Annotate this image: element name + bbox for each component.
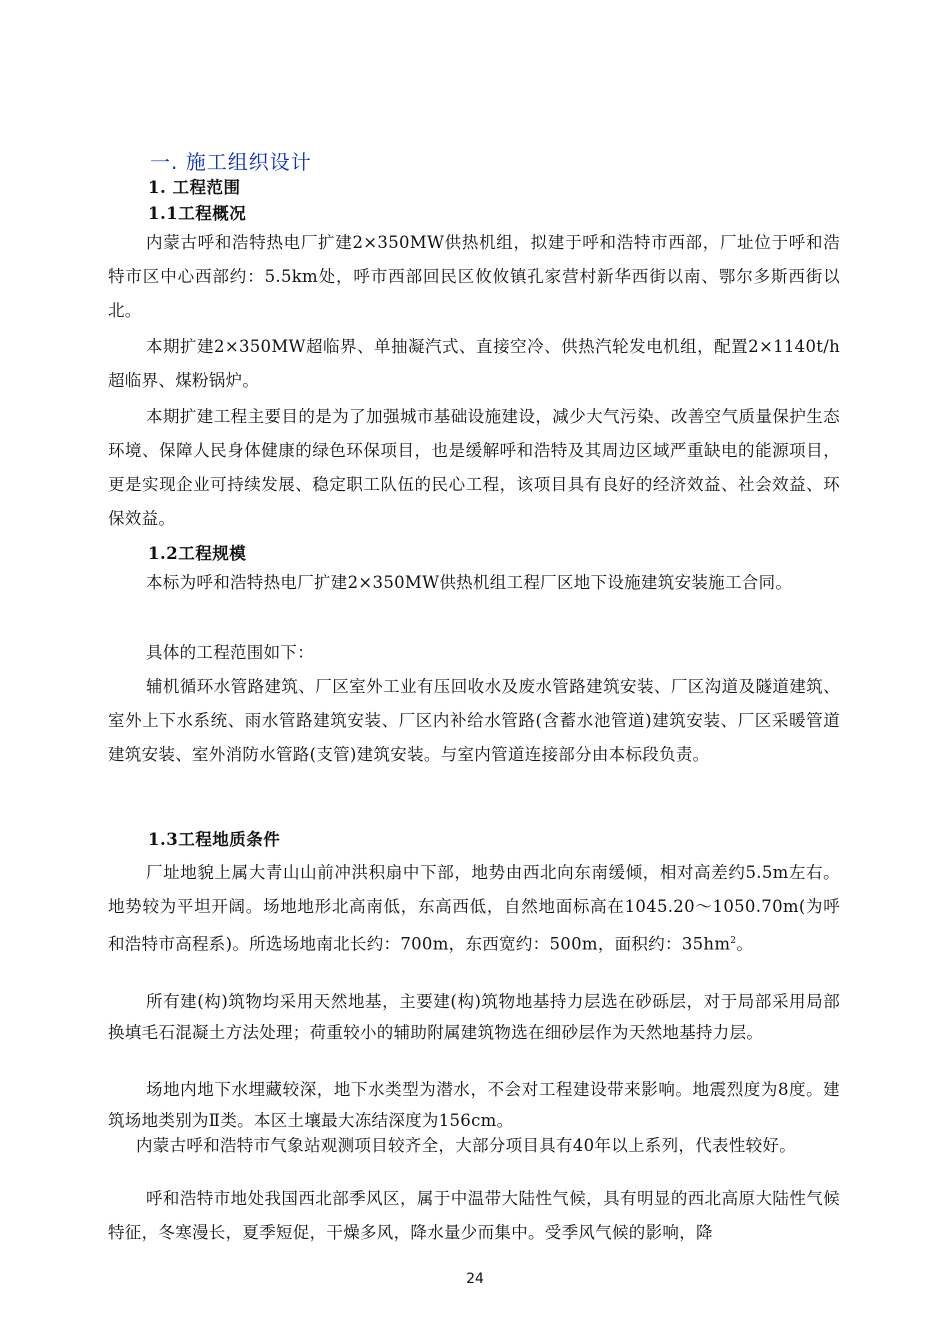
paragraph-scale-contract: 本标为呼和浩特热电厂扩建2×350MW供热机组工程厂区地下设施建筑安装施工合同。: [146, 573, 793, 592]
paragraph-overview-purpose: 本期扩建工程主要目的是为了加强城市基础设施建设，减少大气污染、改善空气质量保护生态环境、保障人民身体健康的绿色环保项目，也是缓解呼和浩特及其周边区域严重缺电的能源项目，更是实现企业可持续发展、稳定职工队伍的民心工程，该项目具有良好的经济效益、社会效益、环保效益。: [108, 407, 840, 528]
heading-engineering-scope: 1. 工程范围: [148, 178, 241, 197]
paragraph-scale-items: 辅机循环水管路建筑、厂区室外工业有压回收水及废水管路建筑安装、厂区沟道及隧道建筑、室外上下水系统、雨水管路建筑安装、厂区内补给水管路(含蓄水池管道)建筑安装、厂区采暖管道建筑安装、室外消防水管路(支管)建筑安装。与室内管道连接部分由本标段负责。: [108, 677, 840, 764]
paragraph-overview-units: 本期扩建2×350MW超临界、单抽凝汽式、直接空冷、供热汽轮发电机组，配置2×1140t/h超临界、煤粉锅炉。: [108, 337, 840, 390]
paragraph-geology-foundation: 所有建(构)筑物均采用天然地基，主要建(构)筑物地基持力层选在砂砾层，对于局部采用局部换填毛石混凝土方法处理；荷重较小的辅助附属建筑物选在细砂层作为天然地基持力层。: [108, 992, 840, 1042]
paragraph-geology-terrain: 厂址地貌上属大青山山前冲洪积扇中下部，地势由西北向东南缓倾，相对高差约5.5m左右。地势较为平坦开阔。场地地形北高南低，东高西低，自然地面标高在1045.20～1050.70m(为呼和浩特市高程系)。所选场地南北长约：700m，东西宽约：500m，面积约：$35hm^2$。: [108, 863, 840, 954]
paragraph-climate: 呼和浩特市地处我国西北部季风区，属于中温带大陆性气候，具有明显的西北高原大陆性气候特征，冬寒漫长，夏季短促，干燥多风，降水量少而集中。受季风气候的影响，降: [108, 1189, 840, 1242]
paragraph-geology-groundwater: 场地内地下水埋藏较深，地下水类型为潜水，不会对工程建设带来影响。地震烈度为8度。建筑场地类别为Ⅱ类。本区土壤最大冻结深度为156cm。: [108, 1080, 840, 1130]
paragraph-weather-station: 内蒙古呼和浩特市气象站观测项目较齐全，大部分项目具有40年以上系列，代表性较好。: [136, 1136, 796, 1155]
heading-geology: 1.3工程地质条件: [148, 830, 281, 849]
heading-project-scale: 1.2工程规模: [148, 544, 247, 563]
paragraph-scale-intro: 具体的工程范围如下：: [146, 643, 314, 662]
paragraph-overview-location: 内蒙古呼和浩特热电厂扩建2×350MW供热机组，拟建于呼和浩特市西部，厂址位于呼和浩特市区中心西部约：5.5km处，呼市西部回民区攸攸镇孔家营村新华西街以南、鄂尔多斯西街以北。: [108, 233, 840, 320]
heading-project-overview: 1.1工程概况: [148, 204, 247, 223]
page-number: 24: [466, 1271, 484, 1287]
section-title: 一. 施工组织设计: [150, 150, 312, 174]
